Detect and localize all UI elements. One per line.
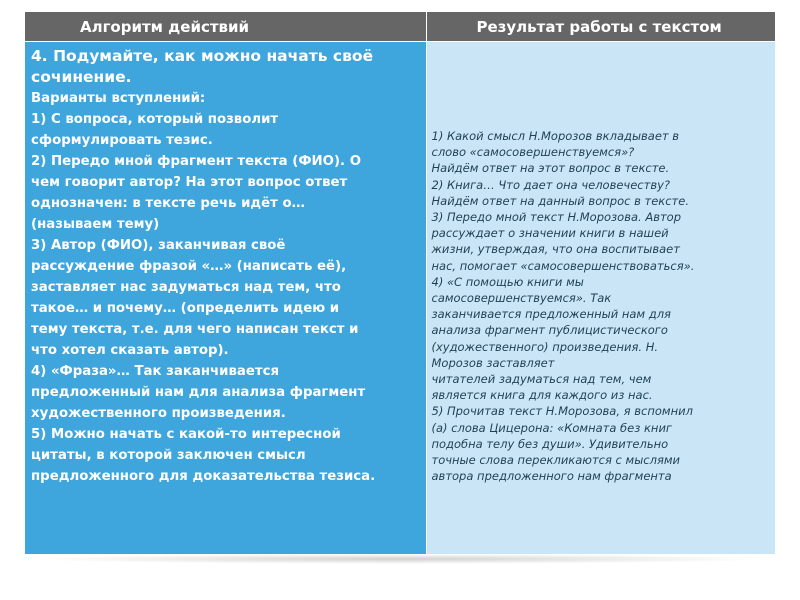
- result-line: жизни, утверждая, что она воспитывает: [431, 242, 680, 257]
- header-algorithm: [25, 12, 426, 42]
- result-line: нас, помогает «самосовершенствоваться».: [431, 258, 695, 273]
- result-line: читателей задуматься над тем, чем: [431, 372, 652, 387]
- step-line: рассуждение фразой «…» (написать её),: [31, 259, 347, 274]
- table-body-row: [25, 42, 775, 555]
- result-line: слово «самосовершенствуемся»?: [431, 145, 635, 160]
- step-line: заставляет нас задуматься над тем, что: [31, 280, 341, 295]
- step-line: художественного произведения.: [31, 406, 286, 421]
- step-line: 3) Автор (ФИО), заканчивая своё: [31, 238, 286, 253]
- result-line: является книга для каждого из нас.: [431, 388, 653, 403]
- result-line: Найдём ответ на этот вопрос в тексте.: [431, 161, 670, 176]
- result-line: 4) «С помощью книги мы: [431, 274, 584, 289]
- step-line: цитаты, в которой заключен смысл: [31, 448, 306, 463]
- result-line: анализа фрагмент публицистического: [431, 323, 668, 338]
- result-text: [432, 42, 769, 484]
- step-line: чем говорит автор? На этот вопрос ответ: [31, 175, 348, 190]
- step-line: сформулировать тезис.: [31, 133, 213, 148]
- algorithm-cell: [25, 42, 426, 555]
- table-header-row: [25, 12, 775, 42]
- result-line: рассуждает о значении книги в нашей: [431, 226, 669, 241]
- header-result-label: Результат работы с текстом: [476, 17, 722, 36]
- step-line: тему текста, т.е. для чего написан текст и: [31, 322, 359, 337]
- header-result: [426, 12, 775, 42]
- step-subtitle: Варианты вступлений:: [31, 91, 206, 106]
- step-line: такое… и почему… (определить идею и: [31, 301, 340, 316]
- step-line: предложенный нам для анализа фрагмент: [31, 385, 366, 400]
- header-algorithm-label: Алгоритм действий: [80, 17, 250, 36]
- step-line: 2) Передо мной фрагмент текста (ФИО). О: [31, 154, 362, 169]
- result-cell: [426, 42, 775, 555]
- result-line: подобна телу без души». Удивительно: [431, 436, 669, 451]
- result-line: (а) слова Цицерона: «Комната без книг: [431, 420, 672, 435]
- step-line: (называем тему): [31, 217, 160, 232]
- result-line: точные слова перекликаются с мыслями: [431, 453, 681, 468]
- algorithm-table: [25, 12, 776, 554]
- result-line: самосовершенствуемся». Так: [431, 291, 612, 306]
- result-line: автора предложенного нам фрагмента: [431, 469, 672, 484]
- step-line: предложенного для доказательства тезиса.: [31, 469, 376, 484]
- result-line: 1) Какой смысл Н.Морозов вкладывает в: [431, 129, 680, 143]
- step-line: однозначен: в тексте речь идёт о…: [31, 196, 305, 211]
- slide-shadow: [31, 554, 771, 564]
- step-line: 1) С вопроса, который позволит: [31, 112, 279, 127]
- result-line: 5) Прочитав текст Н.Морозова, я вспомнил: [431, 404, 693, 419]
- result-line: 2) Книга… Что дает она человечеству?: [431, 177, 671, 192]
- step-line: 4) «Фраза»… Так заканчивается: [31, 364, 279, 379]
- result-line: Морозов заставляет: [431, 355, 555, 370]
- step-line: что хотел сказать автор).: [31, 343, 229, 358]
- step-title: 4. Подумайте, как можно начать своё сочинение.: [31, 47, 374, 86]
- result-line: Найдём ответ на данный вопрос в тексте.: [431, 193, 689, 208]
- result-line: 3) Передо мной текст Н.Морозова. Автор: [431, 210, 682, 225]
- step-line: 5) Можно начать с какой-то интересной: [31, 427, 341, 442]
- result-line: заканчивается предложенный нам для: [431, 307, 671, 322]
- result-line: (художественного) произведения. Н.: [431, 339, 659, 354]
